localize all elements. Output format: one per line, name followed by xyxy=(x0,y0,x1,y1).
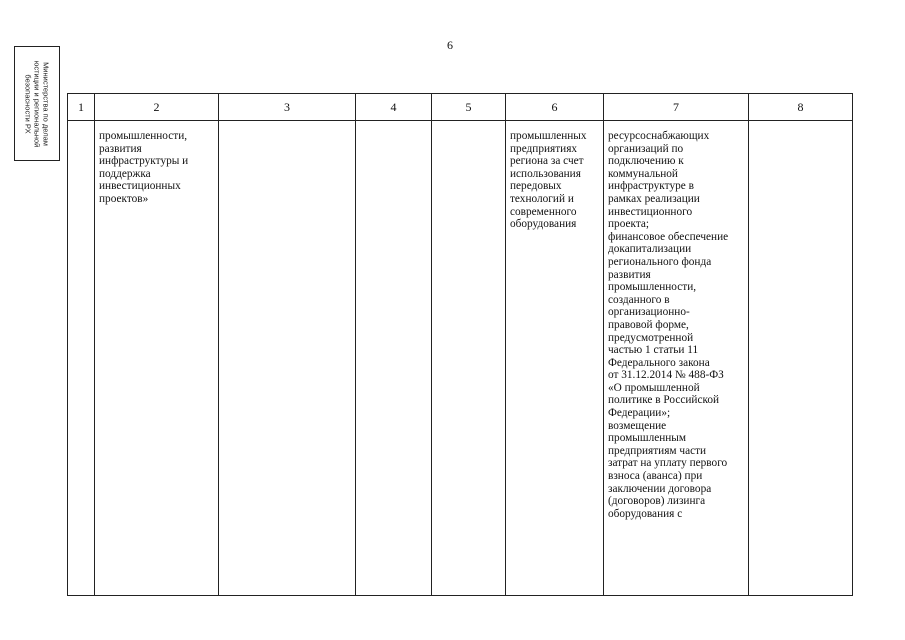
cell-col1 xyxy=(68,121,95,596)
column-header-8: 8 xyxy=(749,94,853,121)
column-header-7: 7 xyxy=(604,94,749,121)
cell-col4 xyxy=(356,121,432,596)
cell-col5 xyxy=(432,121,506,596)
cell-col3-text xyxy=(219,121,355,130)
column-header-4: 4 xyxy=(356,94,432,121)
table-row xyxy=(68,121,853,596)
cell-col6-text: промышленных предприятиях региона за счет использования передовых технологий и современного оборудования xyxy=(510,130,587,231)
cell-col7-text: ресурсоснабжающих организаций по подключению к коммунальной инфраструктуре в рамках реализации инвестиционного проекта; финансовое обеспечение докапитализации регионального фонда развития промышленности, созданного в организационно- правовой форме, предусмотренной частью 1 статьи 11 Федерального закона от 31.12.2014 № 488-ФЗ «О промышленной политике в Российской Федерации»; возмещение промышленным предприятиям части затрат на уплату первого взноса (аванса) при заключении договора (договоров) лизинга оборудования с xyxy=(608,130,729,520)
cell-col4-text xyxy=(356,121,431,130)
column-header-1: 1 xyxy=(68,94,95,121)
cell-col2 xyxy=(95,121,219,596)
cell-col3 xyxy=(219,121,356,596)
column-header-2: 2 xyxy=(95,94,219,121)
cell-col1-text xyxy=(68,121,94,130)
cell-col7 xyxy=(604,121,749,596)
page-number: 6 xyxy=(447,38,453,52)
column-header-6: 6 xyxy=(506,94,604,121)
cell-col6 xyxy=(506,121,604,596)
cell-col8-text xyxy=(749,121,852,130)
column-header-3: 3 xyxy=(219,94,356,121)
column-header-5: 5 xyxy=(432,94,506,121)
cell-col8 xyxy=(749,121,853,596)
header-row xyxy=(68,94,853,121)
document-table xyxy=(67,93,853,596)
cell-col2-text: промышленности, развития инфраструктуры и поддержка инвестиционных проектов» xyxy=(99,130,189,205)
registration-stamp xyxy=(14,46,60,161)
cell-col5-text xyxy=(432,121,505,130)
stamp-text: Министерства по делам юстиции и региональной безопасности РХ xyxy=(23,60,51,147)
